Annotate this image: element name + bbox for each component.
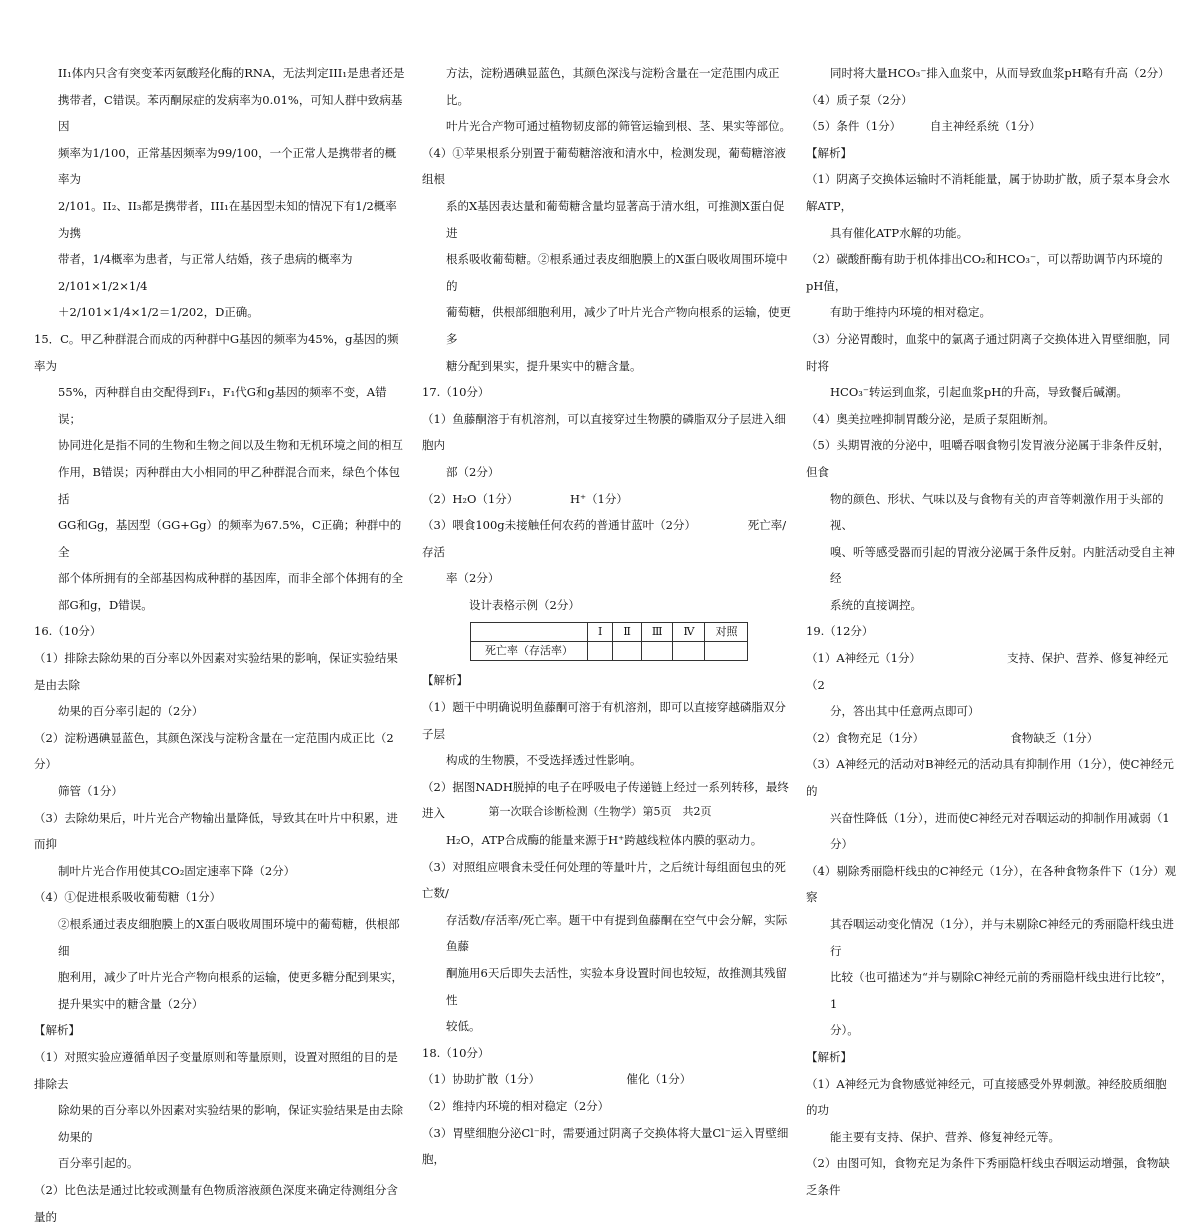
text-line: 【解析】	[806, 1049, 852, 1064]
text-line: 【解析】	[422, 673, 468, 688]
text-line: （1）排除去除幼果的百分率以外因素对实验结果的影响，保证实验结果是由去除	[34, 651, 398, 692]
table-header-cell: 对照	[705, 623, 748, 642]
text-line: （3）分泌胃酸时，血浆中的氯离子通过阴离子交换体进入胃壁细胞，同时将	[806, 331, 1170, 373]
page-footer: 第一次联合诊断检测（生物学）第5页 共2页	[488, 805, 712, 818]
text-line: 系统的直接调控。	[830, 597, 922, 612]
text-line: 部（2分）	[446, 464, 500, 479]
text-line: 16.（10分）	[34, 624, 102, 639]
text-line: 胞利用，减少了叶片光合产物向根系的运输，使更多糖分配到果实，	[58, 970, 403, 985]
text-line: 具有催化ATP水解的功能。	[830, 225, 969, 240]
table-header-cell: Ⅰ	[588, 623, 613, 642]
text-line: 系的X基因表达量和葡萄糖含量均显著高于清水组，可推测X蛋白促进	[446, 198, 785, 240]
text-line: 作用，B错误；丙种群由大小相同的甲乙种群混合而来，绿色个体包括	[58, 464, 400, 506]
text-line: （4）①促进根系吸收葡萄糖（1分）	[34, 890, 222, 905]
text-line: 其吞咽运动变化情况（1分），并与未剔除C神经元的秀丽隐杆线虫进行	[830, 917, 1174, 958]
text-line: （3）对照组应喂食未受任何处理的等量叶片，之后统计每组面包虫的死亡数/	[422, 859, 786, 901]
column-middle	[422, 60, 794, 1173]
design-table	[470, 622, 748, 661]
text-line: 物的颜色、形状、气味以及与食物有关的声音等刺激作用于头部的视、	[830, 491, 1164, 533]
table-header-cell: Ⅱ	[613, 623, 641, 642]
column-middle-bottom	[422, 667, 794, 1172]
table-row	[471, 642, 748, 661]
text-line: 部个体所拥有的全部基因构成种群的基因库，而非全部个体拥有的全	[58, 571, 403, 586]
text-line: （1）A神经元为食物感觉神经元，可直接感受外界刺激。神经胶质细胞的功	[806, 1076, 1167, 1118]
table-header-cell: Ⅳ	[673, 623, 705, 642]
column-right	[806, 60, 1178, 1204]
text-line: 除幼果的百分率以外因素对实验结果的影响，保证实验结果是由去除幼果的	[58, 1103, 403, 1144]
text-line: 部G和g，D错误。	[58, 597, 153, 612]
text-line: （1）对照实验应遵循单因子变量原则和等量原则，设置对照组的目的是排除去	[34, 1049, 398, 1091]
text-line: HCO₃⁻转运到血浆，引起血浆pH的升高，导致餐后碱潮。	[830, 385, 1128, 400]
text-line: 叶片光合产物可通过植物韧皮部的筛管运输到根、茎、果实等部位。	[446, 119, 791, 134]
text-line: （1）阴离子交换体运输时不消耗能量，属于协助扩散，质子泵本身会水解ATP，	[806, 172, 1170, 213]
text-line: 构成的生物膜，不受选择透过性影响。	[446, 753, 642, 768]
text-line: 带者，1/4概率为患者，与正常人结婚，孩子患病的概率为2/101×1/2×1/4	[58, 252, 353, 293]
text-line: （4）质子泵（2分）	[806, 92, 913, 107]
text-line: 携带者，C错误。苯丙酮尿症的发病率为0.01%，可知人群中致病基因	[58, 92, 403, 134]
text-line: 频率为1/100，正常基因频率为99/100，一个正常人是携带者的概率为	[58, 145, 397, 187]
text-line: 筛管（1分）	[58, 784, 123, 799]
text-line: （3）A神经元的活动对B神经元的活动具有抑制作用（1分），使C神经元的	[806, 757, 1174, 799]
text-line: （2）维持内环境的相对稳定（2分）	[422, 1098, 610, 1113]
text-line: ＋2/101×1/4×1/2＝1/202，D正确。	[58, 305, 259, 320]
text-line: 兴奋性降低（1分），进而使C神经元对吞咽运动的抑制作用减弱（1分）	[830, 810, 1170, 852]
table-cell	[613, 642, 641, 661]
table-cell	[705, 642, 748, 661]
text-line: 【解析】	[806, 145, 852, 160]
text-line: 17.（10分）	[422, 385, 490, 400]
text-line: II₁体内只含有突变苯丙氨酸羟化酶的RNA，无法判定III₁是患者还是	[58, 66, 405, 80]
text-line: （2）食物充足（1分） 食物缺乏（1分）	[806, 730, 1099, 745]
table-row-label: 死亡率（存活率）	[471, 642, 588, 661]
text-line: 【解析】	[34, 1023, 80, 1038]
text-line: 酮施用6天后即失去活性，实验本身设置时间也较短，故推测其残留性	[446, 966, 787, 1007]
text-line: 率（2分）	[446, 571, 500, 586]
table-cell	[673, 642, 705, 661]
table-cell	[641, 642, 673, 661]
text-line: 设计表格示例（2分）	[446, 597, 580, 612]
text-line: （2）H₂O（1分） H⁺（1分）	[422, 491, 628, 506]
text-line: （2）比色法是通过比较或测量有色物质溶液颜色深度来确定待测组分含量的	[34, 1182, 398, 1224]
text-line: （1）协助扩散（1分） 催化（1分）	[422, 1072, 692, 1087]
text-line: （4）①苹果根系分别置于葡萄糖溶液和清水中，检测发现，葡萄糖溶液组根	[422, 145, 786, 187]
text-line: （2）淀粉遇碘显蓝色，其颜色深浅与淀粉含量在一定范围内成正比（2分）	[34, 730, 394, 772]
text-line: 百分率引起的。	[58, 1156, 139, 1171]
text-line: （5）条件（1分） 自主神经系统（1分）	[806, 119, 1041, 134]
table-cell	[588, 642, 613, 661]
text-line: 18.（10分）	[422, 1045, 490, 1060]
text-line: 15．C。甲乙种群混合而成的丙种群中G基因的频率为45%，g基因的频率为	[34, 331, 399, 373]
text-line: 有助于维持内环境的相对稳定。	[830, 305, 991, 320]
text-line: 较低。	[446, 1019, 481, 1034]
text-line: （1）A神经元（1分） 支持、保护、营养、修复神经元（2	[806, 651, 1169, 692]
text-line: 糖分配到果实，提升果实中的糖含量。	[446, 358, 642, 373]
text-line: 根系吸收葡萄糖。②根系通过表皮细胞膜上的X蛋白吸收周围环境中的	[446, 252, 788, 293]
column-left	[34, 60, 406, 1230]
text-line: （3）去除幼果后，叶片光合产物输出量降低，导致其在叶片中积累，进而抑	[34, 810, 398, 852]
text-line: （1）鱼藤酮溶于有机溶剂，可以直接穿过生物膜的磷脂双分子层进入细胞内	[422, 411, 786, 453]
text-line: （2）据图NADH脱掉的电子在呼吸电子传递链上经过一系列转移，最终进入	[422, 779, 789, 821]
text-line: 55%，丙种群自由交配得到F₁，F₁代G和g基因的频率不变，A错误；	[58, 385, 387, 426]
text-line: （5）头期胃液的分泌中，咀嚼吞咽食物引发胃液分泌属于非条件反射，但食	[806, 438, 1170, 479]
text-line: H₂O，ATP合成酶的能量来源于H⁺跨越线粒体内膜的驱动力。	[446, 833, 763, 848]
text-line: （2）由图可知，食物充足为条件下秀丽隐杆线虫吞咽运动增强，食物缺乏条件	[806, 1156, 1170, 1197]
text-line: 协同进化是指不同的生物和生物之间以及生物和无机环境之间的相互	[58, 438, 403, 453]
column-middle-top	[422, 60, 794, 618]
text-line: 葡萄糖，供根部细胞利用，减少了叶片光合产物向根系的运输，使更多	[446, 305, 791, 346]
text-line: 同时将大量HCO₃⁻排入血浆中，从而导致血浆pH略有升高（2分）	[830, 66, 1170, 80]
text-line: 分，答出其中任意两点即可）	[830, 704, 980, 719]
text-line: 2/101。II₂、II₃都是携带者，III₁在基因型未知的情况下有1/2概率为携	[58, 198, 397, 240]
text-line: （3）胃壁细胞分泌Cl⁻时，需要通过阴离子交换体将大量Cl⁻运入胃壁细胞，	[422, 1125, 789, 1167]
text-line: 能主要有支持、保护、营养、修复神经元等。	[830, 1129, 1060, 1144]
text-line: 存活数/存活率/死亡率。题干中有提到鱼藤酮在空气中会分解，实际鱼藤	[446, 912, 788, 954]
text-line: 方法，淀粉遇碘显蓝色，其颜色深浅与淀粉含量在一定范围内成正比。	[446, 66, 780, 107]
text-line: 分）。	[830, 1023, 859, 1038]
text-line: （4）奥美拉唑抑制胃酸分泌，是质子泵阻断剂。	[806, 411, 1055, 426]
text-line: （4）剔除秀丽隐杆线虫的C神经元（1分），在各种食物条件下（1分）观察	[806, 863, 1176, 905]
text-line: 制叶片光合作用使其CO₂固定速率下降（2分）	[58, 863, 296, 878]
text-line: 幼果的百分率引起的（2分）	[58, 704, 204, 719]
table-header-row	[471, 623, 748, 642]
text-line: （3）喂食100g未接触任何农药的普通甘蓝叶（2分） 死亡率/存活	[422, 518, 787, 559]
table-header-cell: Ⅲ	[641, 623, 673, 642]
table-header-cell	[471, 623, 588, 642]
text-line: （1）题干中明确说明鱼藤酮可溶于有机溶剂，即可以直接穿越磷脂双分子层	[422, 700, 786, 741]
text-line: GG和Gg，基因型（GG+Gg）的频率为67.5%，C正确；种群中的全	[58, 518, 402, 559]
text-line: ②根系通过表皮细胞膜上的X蛋白吸收周围环境中的葡萄糖，供根部细	[58, 917, 400, 958]
text-line: 提升果实中的糖含量（2分）	[58, 996, 204, 1011]
text-line: （2）碳酸酐酶有助于机体排出CO₂和HCO₃⁻，可以帮助调节内环境的pH值，	[806, 252, 1163, 293]
text-line: 比较（也可描述为“并与剔除C神经元前的秀丽隐杆线虫进行比较”，1	[830, 970, 1173, 1011]
text-line: 19.（12分）	[806, 624, 874, 639]
text-line: 嗅、听等感受器而引起的胃液分泌属于条件反射。内脏活动受自主神经	[830, 544, 1175, 586]
